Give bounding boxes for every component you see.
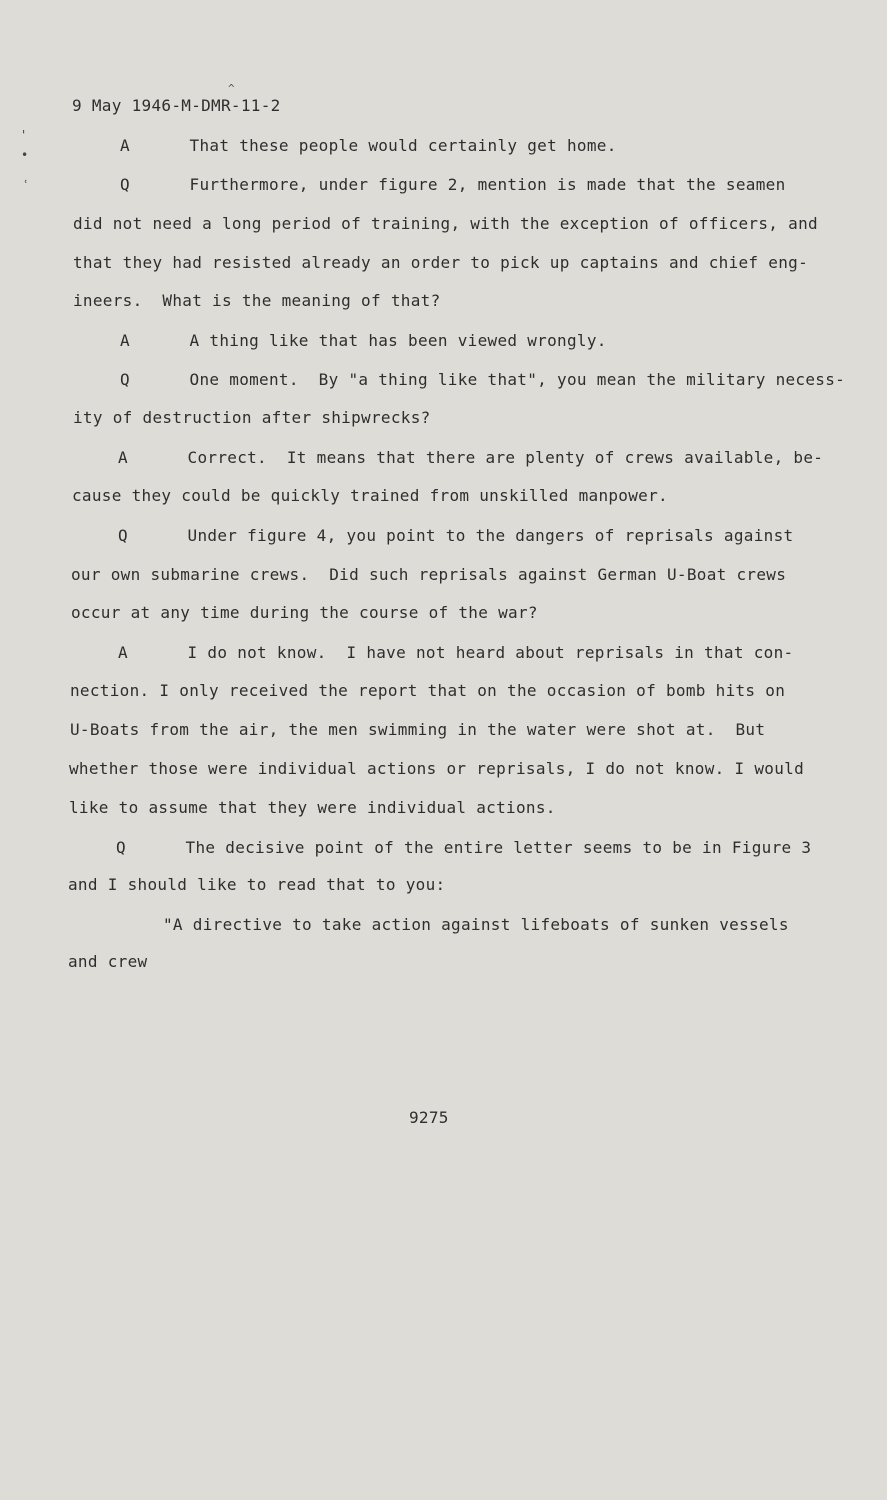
margin-mark: ' (20, 128, 28, 142)
question-line: Q One moment. By "a thing like that", you mean the military necess- (120, 370, 846, 389)
text-line: like to assume that they were individual actions. (69, 798, 556, 817)
text-line: occur at any time during the course of the war? (71, 603, 538, 622)
page-number: 9275 (409, 1108, 449, 1127)
text-line: nection. I only received the report that on the occasion of bomb hits on (70, 681, 786, 700)
text-line: did not need a long period of training, with the exception of officers, and (73, 214, 818, 233)
question-line: Q Furthermore, under figure 2, mention is made that the seamen (120, 175, 786, 194)
answer-line: A I do not know. I have not heard about reprisals in that con- (118, 643, 794, 662)
text-line: and I should like to read that to you: (68, 875, 446, 894)
text-line: that they had resisted already an order to pick up captains and chief eng- (73, 253, 809, 272)
margin-mark: • (21, 148, 29, 162)
quote-line: "A directive to take action against lifeboats of sunken vessels (163, 915, 789, 934)
margin-mark: ʿ (22, 178, 30, 192)
text-line: ineers. What is the meaning of that? (73, 291, 441, 310)
text-line: and crew (68, 952, 148, 971)
caret-mark: ^ (228, 82, 235, 95)
text-line: whether those were individual actions or reprisals, I do not know. I would (69, 759, 805, 778)
text-line: ity of destruction after shipwrecks? (73, 408, 431, 427)
text-line: cause they could be quickly trained from unskilled manpower. (72, 486, 668, 505)
answer-line: A A thing like that has been viewed wrongly. (120, 331, 607, 350)
document-header: 9 May 1946-M-DMR-11-2 (72, 96, 281, 115)
answer-line: A That these people would certainly get home. (120, 136, 617, 155)
text-line: our own submarine crews. Did such reprisals against German U-Boat crews (71, 565, 787, 584)
question-line: Q Under figure 4, you point to the dangers of reprisals against (118, 526, 794, 545)
text-line: U-Boats from the air, the men swimming in the water were shot at. But (70, 720, 766, 739)
question-line: Q The decisive point of the entire letter seems to be in Figure 3 (116, 838, 812, 857)
answer-line: A Correct. It means that there are plenty of crews available, be- (118, 448, 824, 467)
